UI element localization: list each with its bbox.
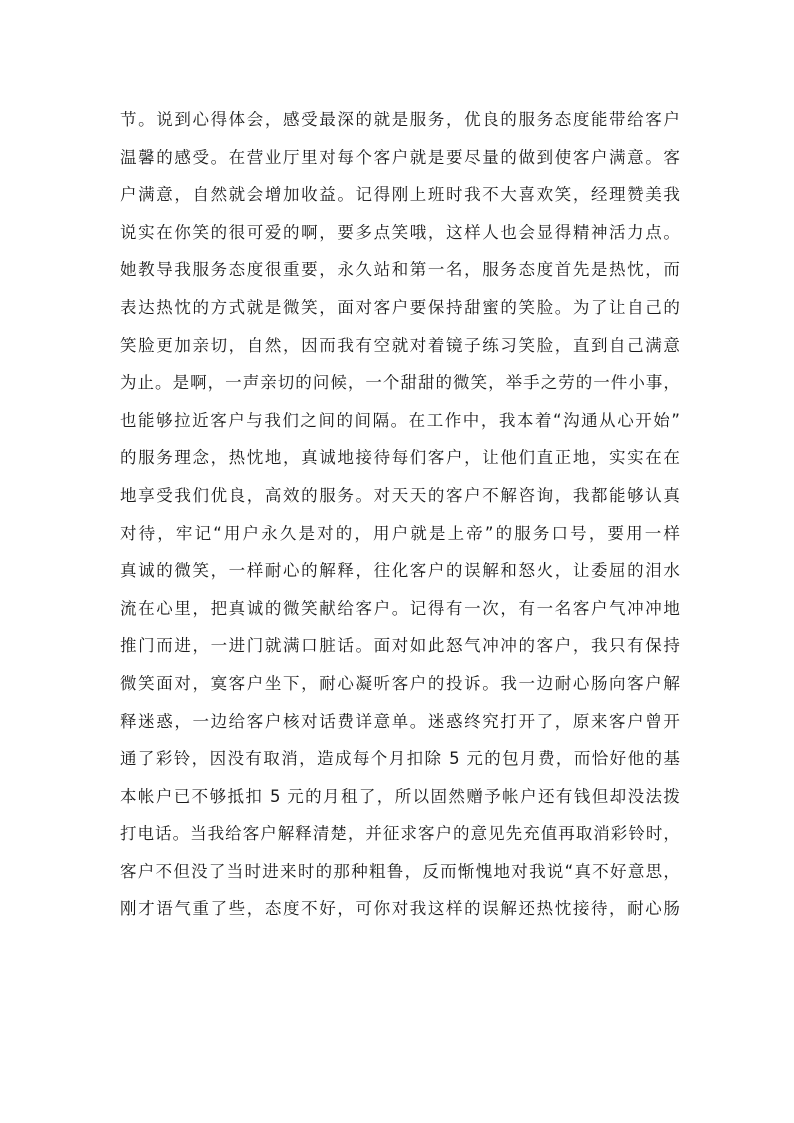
text-line: 笑脸更加亲切，自然，因而我有空就对着镜子练习笑脸，直到自己满意	[120, 335, 680, 355]
text-line: 微笑面对，寞客户坐下，耐心凝听客户的投诉。我一边耐心肠向客户解	[120, 673, 680, 693]
text-line: 通了彩铃，因没有取消，造成每个月扣除 5 元的包月费，而恰好他的基	[120, 749, 680, 769]
text-line: 刚才语气重了些，态度不好，可你对我这样的误解还热忱接待，耐心肠	[120, 899, 680, 919]
text-line: 释迷惑，一边给客户核对话费详意单。迷惑终究打开了，原来客户曾开	[120, 711, 680, 731]
text-line: 本帐户已不够抵扣 5 元的月租了，所以固然赠予帐户还有钱但却没法拨	[120, 786, 680, 806]
text-line: 推门而进，一进门就满口脏话。面对如此怒气冲冲的客户，我只有保持	[120, 636, 680, 656]
text-line: 户满意，自然就会增加收益。记得刚上班时我不大喜欢笑，经理赞美我	[120, 185, 680, 205]
text-line: 为止。是啊，一声亲切的问候，一个甜甜的微笑，举手之劳的一件小事，	[120, 373, 680, 393]
text-line: 温馨的感受。在营业厅里对每个客户就是要尽量的做到使客户满意。客	[120, 147, 680, 167]
text-line: 节。说到心得体会，感受最深的就是服务，优良的服务态度能带给客户	[120, 110, 680, 129]
body-text	[120, 101, 680, 928]
text-line: 真诚的微笑，一样耐心的解释，往化客户的误解和怒火，让委屈的泪水	[120, 561, 680, 581]
text-line: 流在心里，把真诚的微笑献给客户。记得有一次，有一名客户气冲冲地	[120, 598, 680, 618]
text-line: 地享受我们优良，高效的服务。对天天的客户不解咨询，我都能够认真	[120, 485, 680, 505]
text-line: 打电话。当我给客户解释清楚，并征求客户的意见先充值再取消彩铃时，	[120, 824, 680, 844]
text-line: 也能够拉近客户与我们之间的间隔。在工作中，我本着“沟通从心开始”	[120, 410, 680, 430]
text-line: 表达热忱的方式就是微笑，面对客户要保持甜蜜的笑脸。为了让自己的	[120, 297, 680, 317]
text-line: 对待，牢记“用户永久是对的，用户就是上帝”的服务口号，要用一样	[120, 523, 680, 543]
text-line: 客户不但没了当时进来时的那种粗鲁，反而惭愧地对我说“真不好意思，	[120, 861, 680, 881]
text-line: 她教导我服务态度很重要，永久站和第一名，服务态度首先是热忱，而	[120, 260, 680, 280]
text-line: 说实在你笑的很可爱的啊，要多点笑哦，这样人也会显得精神活力点。	[120, 222, 680, 242]
text-line: 的服务理念，热忱地，真诚地接待每们客户，让他们直正地，实实在在	[120, 448, 680, 468]
